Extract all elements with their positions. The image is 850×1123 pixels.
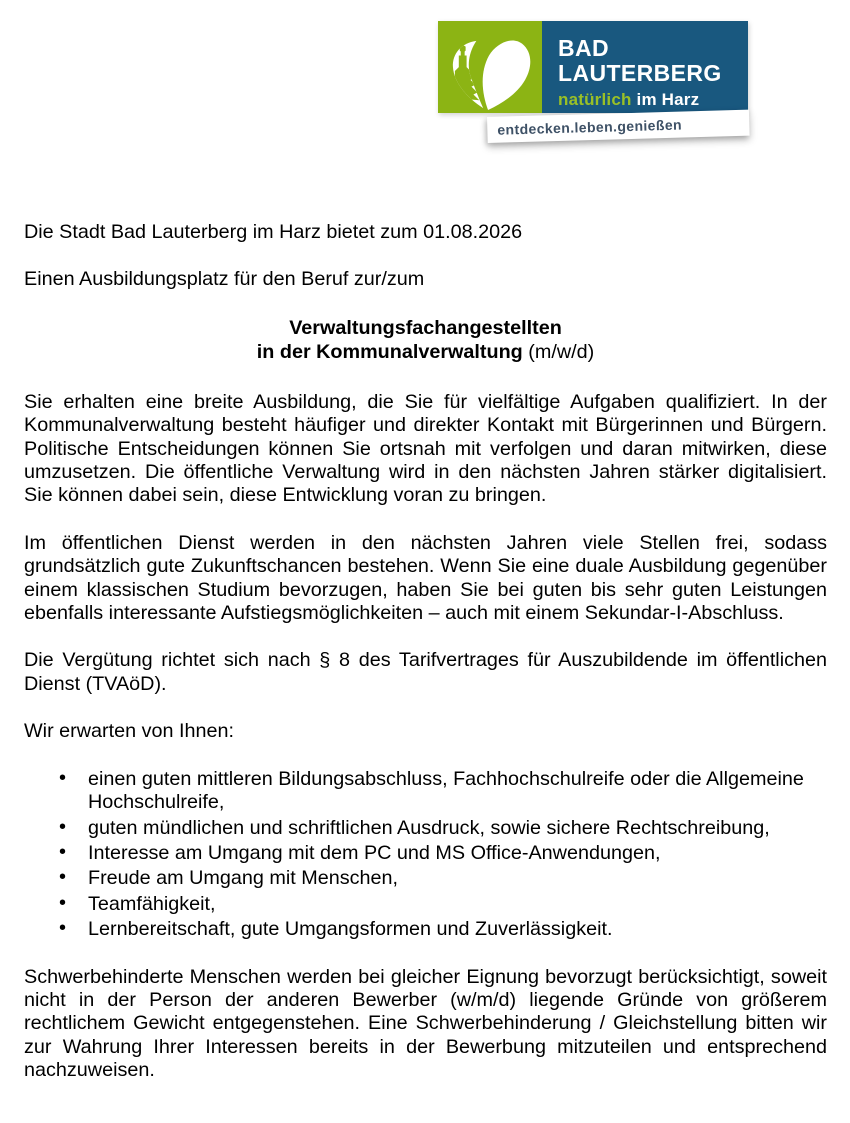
logo-banner bbox=[487, 110, 750, 143]
logo-green-panel bbox=[438, 21, 542, 113]
position-title-line1: Verwaltungsfachangestellten bbox=[289, 316, 562, 339]
position-title bbox=[24, 316, 827, 364]
municipality-logo bbox=[438, 21, 750, 138]
position-title-line2-bold: in der Kommunalverwaltung bbox=[256, 340, 523, 363]
intro-line-offer: Die Stadt Bad Lauterberg im Harz bietet zum 01.08.2026 bbox=[24, 221, 523, 243]
logo-name-line1: BAD bbox=[558, 35, 610, 61]
logo-subtitle-highlight: natürlich bbox=[558, 90, 632, 109]
list-item: • guten mündlichen und schriftlichen Ausdruck, sowie sichere Rechtschreibung, bbox=[24, 817, 827, 840]
paragraph-closing: Schwerbehinderte Menschen werden bei gleicher Eignung bevorzugt berücksichtigt, soweit nicht in der Person der anderen Bewerber (w/m/d) liegende Gründe von größerem rechtlichem Gewicht entgegenstehen. Eine Schwerbehinderung / Gleichstellung bitten wir zur Wahrung Ihrer Interessen bereits in der Bewerbung mitzuteilen und entsprechend nachzuweisen. bbox=[24, 965, 827, 1082]
list-item: • Lernbereitschaft, gute Umgangsformen und Zuverlässigkeit. bbox=[24, 918, 827, 941]
list-item: • Interesse am Umgang mit dem PC und MS Office-Anwendungen, bbox=[24, 842, 827, 865]
logo-subtitle-rest: im Harz bbox=[631, 90, 700, 109]
paragraph-future: Im öffentlichen Dienst werden in den nächsten Jahren viele Stellen frei, sodass grundsätzlich gute Zukunftschancen bestehen. Wenn Sie eine duale Ausbildung gegenüber einem klassischen Studium bevorzugen, haben Sie bei guten bis sehr guten Leistungen ebenfalls interessante Aufstiegsmöglichkeiten – auch mit einem Sekundar-I-Abschluss. bbox=[24, 531, 827, 625]
logo-subtitle bbox=[558, 90, 748, 110]
position-title-line2 bbox=[24, 340, 827, 364]
paragraph-salary: Die Vergütung richtet sich nach § 8 des Tarifvertrages für Auszubildende im öffentlichen Dienst (TVAöD). bbox=[24, 649, 827, 695]
logo-name-line2: LAUTERBERG bbox=[558, 60, 722, 86]
logo-blue-panel bbox=[542, 21, 748, 113]
list-item: • einen guten mittleren Bildungsabschluss, Fachhochschulreife oder die Allgemeine Hochschulreife, bbox=[24, 768, 827, 815]
logo-banner-text: entdecken.leben.genießen bbox=[497, 116, 683, 138]
logo-box bbox=[438, 21, 748, 113]
paragraph-training: Sie erhalten eine breite Ausbildung, die Sie für vielfältige Aufgaben qualifiziert. In der Kommunalverwaltung besteht häufiger und direkter Kontakt mit Bürgerinnen und Bürgern. Politische Entscheidungen können Sie ortsnah mit verfolgen und daran mitwirken, diese umzusetzen. Die öffentliche Verwaltung wird in den nächsten Jahren stärker digitalisiert. Sie können dabei sein, diese Entwicklung voran zu bringen. bbox=[24, 390, 827, 507]
position-title-line2-suffix: (m/w/d) bbox=[522, 340, 595, 363]
expectations-heading: Wir erwarten von Ihnen: bbox=[24, 720, 234, 743]
list-item: • Freude am Umgang mit Menschen, bbox=[24, 867, 827, 890]
document-body bbox=[24, 221, 827, 1107]
list-item: • Teamfähigkeit, bbox=[24, 893, 827, 916]
expectations-list bbox=[24, 768, 827, 942]
intro-line-position: Einen Ausbildungsplatz für den Beruf zur/zum bbox=[24, 268, 425, 291]
